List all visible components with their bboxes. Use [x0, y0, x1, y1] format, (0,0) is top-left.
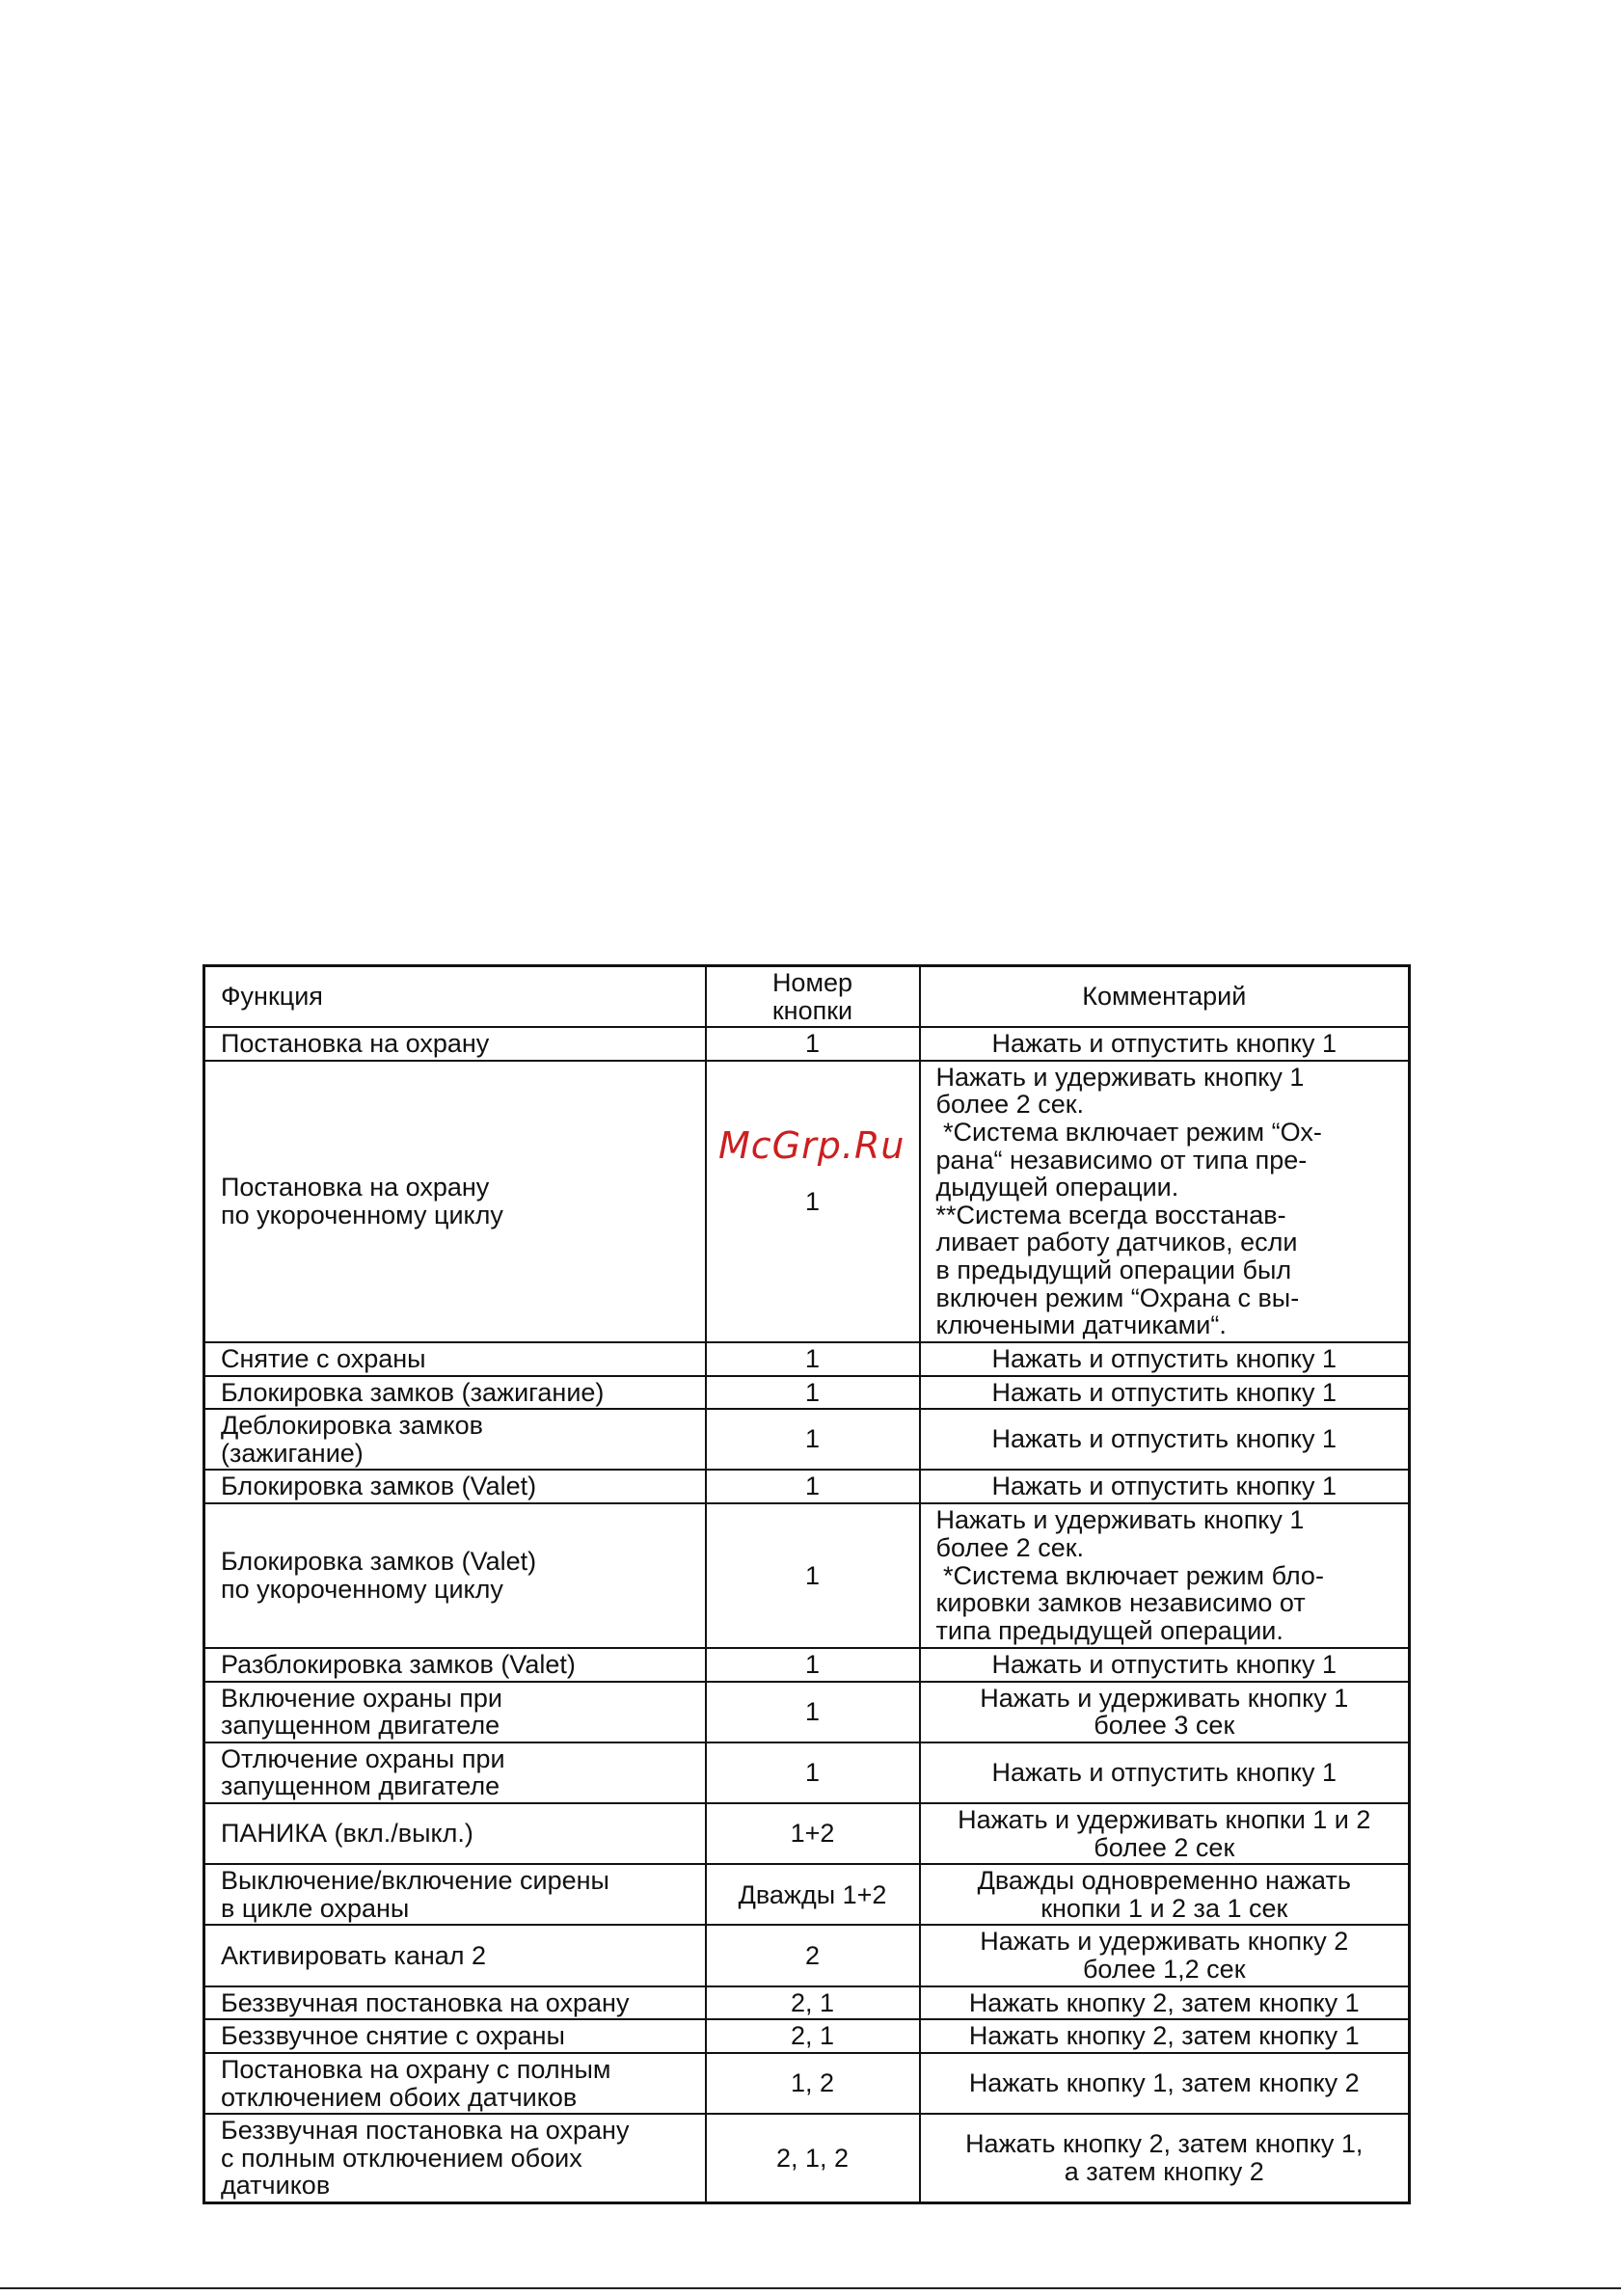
button-number-cell: 1: [706, 1409, 920, 1470]
function-cell: [204, 2114, 706, 2202]
button-number-cell: 1: [706, 1470, 920, 1503]
comment-cell: [920, 1409, 1410, 1470]
function-cell: [204, 1864, 706, 1925]
comment-text-line: Нажать и отпустить кнопку 1: [991, 1649, 1337, 1679]
function-text-line: Включение охраны при: [221, 1683, 502, 1713]
function-cell: [204, 1986, 706, 2020]
button-number-cell: 1, 2: [706, 2053, 920, 2114]
comment-text-line: более 2 сек.: [935, 1090, 1085, 1120]
comment-text-line: Нажать и удерживать кнопку 1: [935, 1062, 1305, 1092]
comment-text-line: Нажать и отпустить кнопку 1: [991, 1343, 1337, 1373]
comment-text-line: более 2 сек: [1094, 1832, 1235, 1862]
page-bottom-rule: [0, 2287, 1621, 2289]
comment-text-line: типа предыдущей операции.: [935, 1615, 1283, 1645]
comment-text-line: в предыдущий операции был: [935, 1256, 1292, 1285]
comment-text-line: более 1,2 сек: [1082, 1955, 1246, 1985]
table-row: [204, 1061, 1410, 1342]
header-function: Функция: [204, 966, 706, 1028]
comment-text-line: рана“ независимо от типа пре-: [935, 1145, 1308, 1175]
comment-text-line: ключеными датчиками“.: [935, 1310, 1227, 1340]
function-text-line: Постановка на охрану с полным: [221, 2054, 611, 2084]
function-text-line: по укороченному циклу: [221, 1200, 503, 1229]
function-text-line: Блокировка замков (зажигание): [221, 1377, 605, 1407]
comment-text-line: Нажать кнопку 2, затем кнопку 1: [968, 2021, 1360, 2051]
button-number-cell: Дважды 1+2: [706, 1864, 920, 1925]
function-cell: [204, 1742, 706, 1803]
function-text-line: отключением обоих датчиков: [221, 2082, 578, 2112]
table-row: [204, 1470, 1410, 1503]
comment-cell: [920, 1986, 1410, 2020]
comment-text-line: Нажать и отпустить кнопку 1: [991, 1758, 1337, 1788]
comment-cell: [920, 1061, 1410, 1342]
comment-text-line: Нажать кнопку 2, затем кнопку 1: [968, 1987, 1360, 2017]
button-number-cell: 1: [706, 1376, 920, 1410]
comment-text-line: Нажать и удерживать кнопку 1: [980, 1683, 1349, 1713]
function-text-line: Отлючение охраны при: [221, 1743, 505, 1773]
comment-text-line: Нажать и отпустить кнопку 1: [991, 1029, 1337, 1059]
comment-cell: [920, 1803, 1410, 1864]
comment-cell: [920, 2019, 1410, 2053]
function-text-line: Разблокировка замков (Valet): [221, 1649, 576, 1679]
function-text-line: Блокировка замков (Valet): [221, 1547, 537, 1577]
function-cell: [204, 1648, 706, 1682]
function-cell: [204, 2019, 706, 2053]
watermark: McGrp.Ru: [718, 1124, 905, 1167]
comment-cell: [920, 1682, 1410, 1742]
comment-cell: [920, 1027, 1410, 1061]
comment-text-line: дыдущей операции.: [935, 1173, 1179, 1202]
comment-cell: [920, 1503, 1410, 1648]
table-row: [204, 1648, 1410, 1682]
function-text-line: по укороченному циклу: [221, 1574, 503, 1604]
table-row: [204, 2114, 1410, 2202]
function-cell: [204, 1925, 706, 1985]
function-cell: [204, 1503, 706, 1648]
function-text-line: запущенном двигателе: [221, 1711, 500, 1741]
function-text-line: в цикле охраны: [221, 1893, 410, 1923]
function-cell: [204, 1027, 706, 1061]
comment-text-line: Нажать и отпустить кнопку 1: [991, 1377, 1337, 1407]
button-number-cell: 1+2: [706, 1803, 920, 1864]
comment-text-line: включен режим “Охрана с вы-: [935, 1283, 1300, 1312]
function-cell: [204, 1342, 706, 1376]
comment-cell: [920, 1864, 1410, 1925]
comment-cell: [920, 2053, 1410, 2114]
header-comment: Комментарий: [920, 966, 1410, 1028]
function-text-line: запущенном двигателе: [221, 1771, 500, 1801]
function-text-line: Активировать канал 2: [221, 1940, 487, 1970]
function-text-line: Выключение/включение сирены: [221, 1866, 609, 1896]
function-cell: [204, 1803, 706, 1864]
header-button-line1: Номер: [771, 968, 853, 997]
table-row: [204, 1682, 1410, 1742]
comment-text-line: более 2 сек.: [935, 1533, 1085, 1563]
comment-text-line: ливает работу датчиков, если: [935, 1228, 1298, 1257]
comment-cell: [920, 1925, 1410, 1985]
comment-text-line: кировки замков независимо от: [935, 1588, 1306, 1618]
button-number-cell: 1: [706, 1342, 920, 1376]
function-text-line: Снятие с охраны: [221, 1343, 426, 1373]
table-row: [204, 2053, 1410, 2114]
function-text-line: Постановка на охрану: [221, 1029, 490, 1059]
function-text-line: датчиков: [221, 2171, 331, 2201]
table-row: [204, 1376, 1410, 1410]
comment-cell: [920, 1648, 1410, 1682]
function-text-line: Постановка на охрану: [221, 1173, 490, 1202]
table-row: [204, 2019, 1410, 2053]
function-text-line: Беззвучное снятие с охраны: [221, 2021, 565, 2051]
button-number-cell: 1: [706, 1682, 920, 1742]
comment-cell: [920, 1376, 1410, 1410]
function-cell: [204, 1061, 706, 1342]
table-row: [204, 1027, 1410, 1061]
comment-text-line: Нажать и удерживать кнопки 1 и 2: [958, 1805, 1371, 1835]
button-number-cell: 1: [706, 1503, 920, 1648]
function-cell: [204, 1682, 706, 1742]
comment-text-line: *Система включает режим бло-: [935, 1560, 1324, 1590]
comment-text-line: а затем кнопку 2: [1064, 2157, 1264, 2187]
function-cell: [204, 1376, 706, 1410]
function-text-line: ПАНИКА (вкл./выкл.): [221, 1819, 473, 1849]
button-number-cell: 2, 1: [706, 2019, 920, 2053]
button-number-cell: 2, 1, 2: [706, 2114, 920, 2202]
comment-text-line: Нажать и удерживать кнопку 1: [935, 1505, 1305, 1535]
table-row: [204, 1342, 1410, 1376]
comment-cell: [920, 2114, 1410, 2202]
table-row: [204, 1409, 1410, 1470]
comment-text-line: Нажать кнопку 1, затем кнопку 2: [968, 2068, 1360, 2098]
comment-cell: [920, 1742, 1410, 1803]
comment-text-line: **Система всегда восстанав-: [935, 1200, 1286, 1229]
comment-text-line: Нажать и отпустить кнопку 1: [991, 1424, 1337, 1454]
function-text-line: Блокировка замков (Valet): [221, 1472, 537, 1501]
function-text-line: Деблокировка замков: [221, 1411, 483, 1441]
table-row: [204, 1925, 1410, 1985]
function-text-line: Беззвучная постановка на охрану: [221, 2116, 630, 2146]
header-button-number: [706, 966, 920, 1028]
button-number-cell: 1: [706, 1742, 920, 1803]
comment-text-line: Дважды одновременно нажать: [977, 1866, 1351, 1896]
table-header-row: [204, 966, 1410, 1028]
comment-text-line: более 3 сек: [1094, 1711, 1235, 1741]
table-row: [204, 1864, 1410, 1925]
button-number-cell: 2, 1: [706, 1986, 920, 2020]
button-number-cell: 1: [706, 1061, 920, 1342]
table-row: [204, 1803, 1410, 1864]
button-number-cell: 2: [706, 1925, 920, 1985]
table-row: [204, 1986, 1410, 2020]
table-row: [204, 1503, 1410, 1648]
button-number-cell: 1: [706, 1648, 920, 1682]
function-text-line: с полным отключением обоих: [221, 2143, 582, 2173]
function-cell: [204, 1409, 706, 1470]
comment-text-line: Нажать и отпустить кнопку 1: [991, 1472, 1337, 1501]
button-number-cell: 1: [706, 1027, 920, 1061]
comment-cell: [920, 1342, 1410, 1376]
function-cell: [204, 1470, 706, 1503]
comment-text-line: Нажать кнопку 2, затем кнопку 1,: [965, 2129, 1364, 2159]
function-text-line: (зажигание): [221, 1438, 364, 1468]
function-text-line: Беззвучная постановка на охрану: [221, 1987, 630, 2017]
header-button-line2: кнопки: [771, 995, 853, 1025]
comment-text-line: *Система включает режим “Ох-: [935, 1118, 1322, 1148]
function-cell: [204, 2053, 706, 2114]
comment-text-line: Нажать и удерживать кнопку 2: [980, 1927, 1349, 1957]
comment-cell: [920, 1470, 1410, 1503]
comment-text-line: кнопки 1 и 2 за 1 сек: [1040, 1893, 1288, 1923]
table-row: [204, 1742, 1410, 1803]
